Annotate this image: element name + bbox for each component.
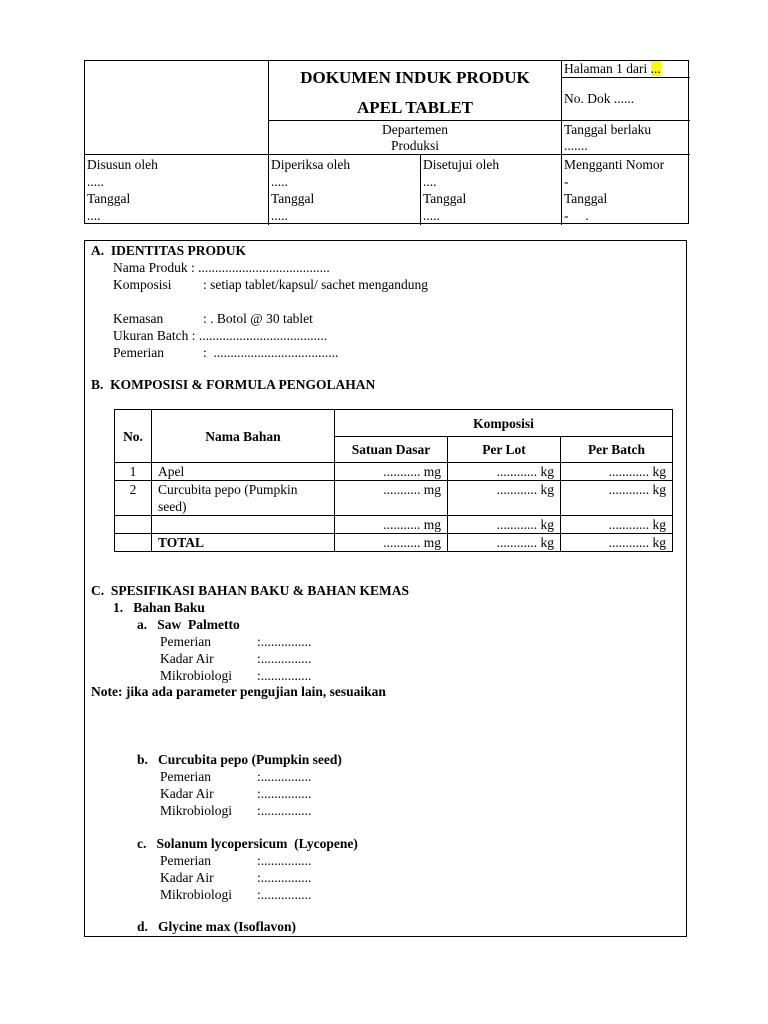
composition-value: : setiap tablet/kapsul/ sachet mengandung: [203, 277, 428, 292]
replaces-date-value: - .: [564, 208, 589, 223]
spec-microbiology-label: Mikrobiologi: [160, 668, 233, 683]
spec-moisture-value: :...............: [257, 870, 312, 885]
row-no: [115, 516, 152, 534]
spec-description-value: :...............: [257, 769, 312, 784]
col-header-per-lot: Per Lot: [448, 437, 561, 463]
spec-microbiology-value: :...............: [257, 887, 312, 902]
approved-by-label: Disetujui oleh: [423, 157, 500, 172]
document-number-cell: No. Dok ......: [562, 78, 690, 121]
section-c-heading: C. SPESIFIKASI BAHAN BAKU & BAHAN KEMAS: [91, 583, 410, 598]
page-number-label: Halaman 1 dari: [564, 61, 651, 76]
raw-material-subheading: 1. Bahan Baku: [113, 600, 205, 615]
raw-material-b-title: b. Curcubita pepo (Pumpkin seed): [137, 752, 342, 767]
raw-material-a-title: a. Saw Palmetto: [137, 617, 240, 632]
checked-by-value: .....: [271, 174, 288, 189]
checked-by-cell: [269, 154, 421, 225]
logo-cell: [85, 61, 269, 154]
replaces-number-label: Mengganti Nomor: [564, 157, 665, 172]
approved-by-value: ....: [423, 174, 437, 189]
prepared-by-label: Disusun oleh: [87, 157, 158, 172]
effective-date-label: Tanggal berlaku: [564, 122, 652, 137]
raw-material-d-title: d. Glycine max (Isoflavon): [137, 919, 297, 934]
approved-date-value: .....: [423, 208, 440, 223]
col-header-ingredient: Nama Bahan: [152, 410, 335, 463]
table-row: [115, 481, 673, 516]
table-row: [115, 516, 673, 534]
description-value: : .....................................: [203, 345, 339, 360]
approved-by-cell: [421, 154, 562, 225]
row-per-lot: ............ kg: [448, 534, 561, 552]
spec-moisture-label: Kadar Air: [160, 870, 214, 885]
title-cell: [269, 61, 562, 121]
effective-date-value: .......: [564, 138, 588, 154]
replaces-number-cell: [562, 154, 690, 225]
replaces-date-label: Tanggal: [564, 191, 608, 206]
table-row-total: [115, 534, 673, 552]
spec-microbiology-value: :...............: [257, 803, 312, 818]
document-body: [84, 240, 687, 937]
department-value: Produksi: [390, 138, 439, 154]
prepared-date-label: Tanggal: [87, 191, 131, 206]
spec-microbiology-value: :...............: [257, 668, 312, 683]
checked-by-label: Diperiksa oleh: [271, 157, 351, 172]
replaces-number-value: -: [564, 174, 569, 189]
raw-material-c-title: c. Solanum lycopersicum (Lycopene): [137, 836, 358, 851]
spec-moisture-label: Kadar Air: [160, 651, 214, 666]
row-per-batch: ............ kg: [561, 516, 673, 534]
composition-label: Komposisi: [113, 277, 172, 292]
table-row: [115, 463, 673, 481]
spec-microbiology-label: Mikrobiologi: [160, 803, 233, 818]
document-header: [84, 60, 689, 224]
checked-date-label: Tanggal: [271, 191, 315, 206]
spec-description-label: Pemerian: [160, 853, 211, 868]
department-cell: [269, 121, 562, 154]
approved-date-label: Tanggal: [423, 191, 467, 206]
spec-description-label: Pemerian: [160, 769, 211, 784]
col-header-per-batch: Per Batch: [561, 437, 673, 463]
section-b-heading: B. KOMPOSISI & FORMULA PENGOLAHAN: [91, 377, 376, 392]
row-no: 2: [115, 481, 152, 516]
page-total-highlight: ...: [650, 61, 661, 76]
batch-size-field: Ukuran Batch : ......................................: [113, 328, 328, 343]
packaging-value: : . Botol @ 30 tablet: [203, 311, 313, 326]
row-per-lot: ............ kg: [448, 481, 561, 516]
row-no: [115, 534, 152, 552]
effective-date-cell: [562, 121, 690, 154]
checked-date-value: .....: [271, 208, 288, 223]
row-base-unit: ........... mg: [335, 516, 448, 534]
col-header-base-unit: Satuan Dasar: [335, 437, 448, 463]
product-title: APEL TABLET: [356, 98, 474, 117]
spec-moisture-label: Kadar Air: [160, 786, 214, 801]
row-no: 1: [115, 463, 152, 481]
row-per-batch: ............ kg: [561, 534, 673, 552]
testing-note: Note: jika ada parameter pengujian lain, sesuaikan: [91, 684, 386, 699]
composition-table: [114, 409, 673, 552]
row-base-unit: ........... mg: [335, 534, 448, 552]
col-header-composition: Komposisi: [335, 410, 673, 437]
prepared-by-cell: [85, 154, 269, 225]
document-title: DOKUMEN INDUK PRODUK: [300, 68, 530, 87]
product-name-field: Nama Produk : .......................................: [113, 260, 330, 275]
row-per-lot: ............ kg: [448, 516, 561, 534]
row-base-unit: ........... mg: [335, 463, 448, 481]
department-label: Departemen: [382, 122, 448, 137]
spec-moisture-value: :...............: [257, 786, 312, 801]
row-ingredient: Apel: [152, 463, 335, 481]
row-ingredient-total: TOTAL: [152, 534, 335, 552]
spec-description-label: Pemerian: [160, 634, 211, 649]
page-number-cell: [562, 61, 690, 78]
description-label: Pemerian: [113, 345, 164, 360]
row-per-batch: ............ kg: [561, 463, 673, 481]
row-ingredient: Curcubita pepo (Pumpkin seed): [152, 481, 335, 516]
row-per-lot: ............ kg: [448, 463, 561, 481]
section-a-heading: A. IDENTITAS PRODUK: [91, 243, 247, 258]
row-ingredient: [152, 516, 335, 534]
row-per-batch: ............ kg: [561, 481, 673, 516]
row-base-unit: ........... mg: [335, 481, 448, 516]
prepared-by-value: .....: [87, 174, 104, 189]
spec-description-value: :...............: [257, 853, 312, 868]
spec-moisture-value: :...............: [257, 651, 312, 666]
packaging-label: Kemasan: [113, 311, 164, 326]
spec-description-value: :...............: [257, 634, 312, 649]
spec-microbiology-label: Mikrobiologi: [160, 887, 233, 902]
prepared-date-value: ....: [87, 208, 101, 223]
col-header-no: No.: [115, 410, 152, 463]
